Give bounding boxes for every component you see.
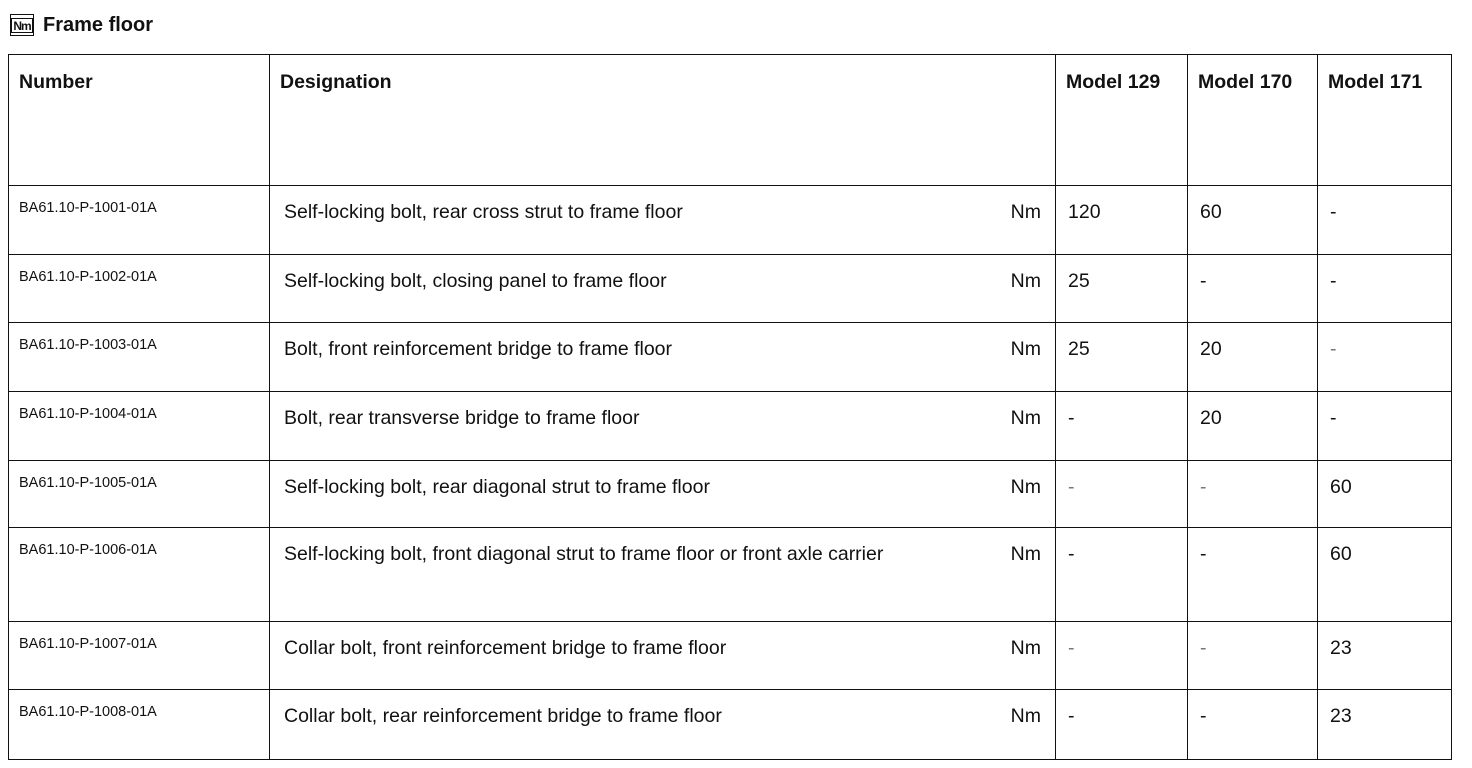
table-row [9,392,1452,461]
cell-model-170: - [1188,690,1318,760]
table-header-row [9,55,1452,186]
cell-model-129: 25 [1056,255,1188,323]
page-title: Frame floor [43,13,154,36]
table-row [9,323,1452,392]
cell-model-171: - [1318,186,1452,255]
table-row [9,528,1452,622]
cell-number: BA61.10-P-1003-01A [9,323,270,392]
cell-designation: Collar bolt, front reinforcement bridge to frame floor Nm [270,622,1056,690]
cell-model-171: 60 [1318,461,1452,528]
table-row [9,461,1452,528]
cell-model-171: - [1318,323,1452,392]
header-model-171: Model 171 [1318,55,1452,186]
torque-spec-table [8,54,1452,760]
cell-designation: Self-locking bolt, rear cross strut to frame floor Nm [270,186,1056,255]
cell-model-171: - [1318,392,1452,461]
table-row [9,186,1452,255]
cell-model-171: - [1318,255,1452,323]
cell-designation: Bolt, front reinforcement bridge to frame floor Nm [270,323,1056,392]
cell-model-170: - [1188,622,1318,690]
cell-model-170: - [1188,255,1318,323]
cell-model-129: - [1056,392,1188,461]
cell-model-129: 25 [1056,323,1188,392]
cell-model-170: - [1188,461,1318,528]
cell-number: BA61.10-P-1008-01A [9,690,270,760]
cell-model-129: 120 [1056,186,1188,255]
page-title-row [10,12,153,38]
cell-model-171: 23 [1318,690,1452,760]
cell-model-129: - [1056,528,1188,622]
header-number: Number [9,55,270,186]
cell-model-170: 20 [1188,323,1318,392]
cell-model-129: - [1056,461,1188,528]
table-row [9,690,1452,760]
cell-number: BA61.10-P-1002-01A [9,255,270,323]
cell-number: BA61.10-P-1006-01A [9,528,270,622]
cell-designation: Bolt, rear transverse bridge to frame floor Nm [270,392,1056,461]
cell-designation: Self-locking bolt, rear diagonal strut to frame floor Nm [270,461,1056,528]
cell-model-129: - [1056,622,1188,690]
header-model-129: Model 129 [1056,55,1188,186]
cell-designation: Self-locking bolt, closing panel to frame floor Nm [270,255,1056,323]
cell-designation: Self-locking bolt, front diagonal strut to frame floor or front axle carrier Nm [270,528,1056,622]
cell-model-170: - [1188,528,1318,622]
cell-number: BA61.10-P-1007-01A [9,622,270,690]
cell-model-171: 23 [1318,622,1452,690]
table-row [9,622,1452,690]
cell-model-170: 20 [1188,392,1318,461]
cell-number: BA61.10-P-1004-01A [9,392,270,461]
header-model-170: Model 170 [1188,55,1318,186]
cell-model-171: 60 [1318,528,1452,622]
table-row [9,255,1452,323]
cell-number: BA61.10-P-1001-01A [9,186,270,255]
torque-nm-icon-label: Nm [13,18,31,33]
cell-model-170: 60 [1188,186,1318,255]
cell-model-129: - [1056,690,1188,760]
header-designation: Designation [270,55,1056,186]
cell-designation: Collar bolt, rear reinforcement bridge to frame floor Nm [270,690,1056,760]
cell-number: BA61.10-P-1005-01A [9,461,270,528]
torque-nm-icon [10,14,34,36]
